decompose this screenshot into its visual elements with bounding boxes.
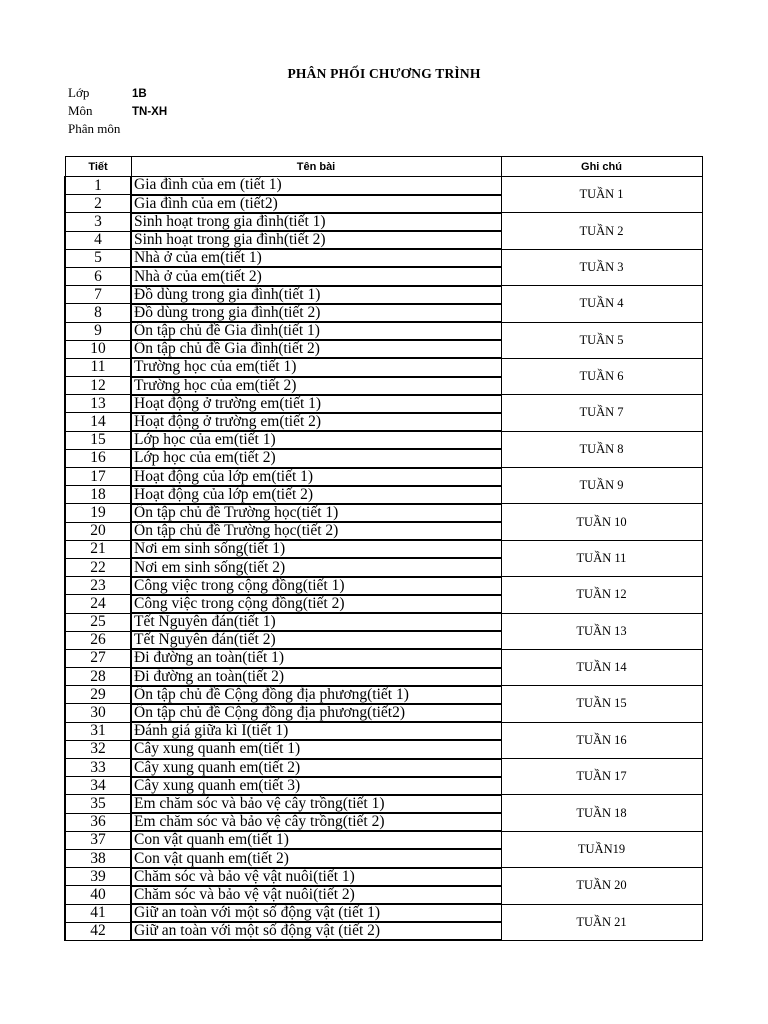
- lesson-number-cell: 7: [65, 286, 131, 304]
- table-row: [65, 504, 702, 522]
- table-header-row: [65, 157, 702, 177]
- lesson-name-cell: Trường học của em(tiết 2): [131, 377, 501, 395]
- lesson-name-cell: Chăm sóc và bảo vệ vật nuôi(tiết 1): [131, 868, 501, 886]
- week-note-cell: TUẦN 1: [501, 177, 702, 213]
- lesson-number-cell: 13: [65, 395, 131, 413]
- lesson-number-cell: 20: [65, 522, 131, 540]
- lesson-name-cell: Cây xung quanh em(tiết 3): [131, 777, 501, 795]
- lesson-number-cell: 32: [65, 740, 131, 758]
- week-note-cell: TUẦN 15: [501, 686, 702, 722]
- header-lesson-name: Tên bài: [131, 157, 501, 177]
- lesson-name-cell: Lớp học của em(tiết 2): [131, 449, 501, 467]
- lesson-number-cell: 18: [65, 486, 131, 504]
- lesson-number-cell: 10: [65, 340, 131, 358]
- lesson-number-cell: 24: [65, 595, 131, 613]
- lesson-number-cell: 31: [65, 722, 131, 740]
- lesson-number-cell: 26: [65, 631, 131, 649]
- table-row: [65, 686, 702, 704]
- meta-label-class: Lớp: [68, 85, 90, 100]
- header-lesson-number: Tiết: [65, 157, 131, 177]
- lesson-name-cell: Ôn tập chủ đề Cộng đồng địa phương(tiết2): [131, 704, 501, 722]
- week-note-cell: TUẦN 12: [501, 577, 702, 613]
- lesson-name-cell: Nhà ở của em(tiết 1): [131, 249, 501, 267]
- lesson-name-cell: Đi đường an toàn(tiết 1): [131, 649, 501, 667]
- week-note-cell: TUẦN 3: [501, 249, 702, 285]
- table-row: [65, 286, 702, 304]
- table-row: [65, 904, 702, 922]
- lesson-name-cell: Ôn tập chủ đề Gia đình(tiết 2): [131, 340, 501, 358]
- meta-value-class: 1B: [132, 88, 147, 100]
- lesson-number-cell: 40: [65, 886, 131, 904]
- lesson-name-cell: Công việc trong cộng đồng(tiết 2): [131, 595, 501, 613]
- week-note-cell: TUẦN 4: [501, 286, 702, 322]
- lesson-number-cell: 27: [65, 649, 131, 667]
- lesson-name-cell: Con vật quanh em(tiết 1): [131, 831, 501, 849]
- lesson-number-cell: 34: [65, 777, 131, 795]
- lesson-number-cell: 17: [65, 468, 131, 486]
- meta-value-subject: TN-XH: [132, 106, 168, 118]
- lesson-number-cell: 3: [65, 213, 131, 231]
- lesson-number-cell: 39: [65, 868, 131, 886]
- table-row: [65, 613, 702, 631]
- lesson-name-cell: Chăm sóc và bảo vệ vật nuôi(tiết 2): [131, 886, 501, 904]
- table-row: [65, 431, 702, 449]
- table-row: [65, 322, 702, 340]
- table-row: [65, 213, 702, 231]
- week-note-cell: TUẦN 6: [501, 358, 702, 394]
- header-note: Ghi chú: [501, 157, 702, 177]
- lesson-number-cell: 33: [65, 759, 131, 777]
- table-row: [65, 577, 702, 595]
- lesson-number-cell: 14: [65, 413, 131, 431]
- lesson-number-cell: 8: [65, 304, 131, 322]
- lesson-name-cell: Công việc trong cộng đồng(tiết 1): [131, 577, 501, 595]
- lesson-number-cell: 16: [65, 449, 131, 467]
- week-note-cell: TUẦN 11: [501, 540, 702, 576]
- lesson-number-cell: 22: [65, 558, 131, 576]
- table-row: [65, 649, 702, 667]
- lesson-name-cell: Đánh giá giữa kì I(tiết 1): [131, 722, 501, 740]
- lesson-name-cell: Cây xung quanh em(tiết 1): [131, 740, 501, 758]
- week-note-cell: TUẦN 20: [501, 868, 702, 904]
- week-note-cell: TUẦN 8: [501, 431, 702, 467]
- curriculum-table: [64, 156, 703, 941]
- lesson-number-cell: 30: [65, 704, 131, 722]
- lesson-number-cell: 2: [65, 195, 131, 213]
- document-title: PHÂN PHỐI CHƯƠNG TRÌNH: [287, 66, 481, 81]
- lesson-name-cell: Nơi em sinh sống(tiết 1): [131, 540, 501, 558]
- lesson-number-cell: 4: [65, 231, 131, 249]
- lesson-number-cell: 19: [65, 504, 131, 522]
- lesson-name-cell: Ôn tập chủ đề Cộng đồng địa phương(tiết 1): [131, 686, 501, 704]
- lesson-number-cell: 35: [65, 795, 131, 813]
- lesson-name-cell: Sinh hoạt trong gia đình(tiết 1): [131, 213, 501, 231]
- table-row: [65, 540, 702, 558]
- lesson-number-cell: 15: [65, 431, 131, 449]
- lesson-name-cell: Giữ an toàn với một số động vật (tiết 1): [131, 904, 501, 922]
- lesson-name-cell: Hoạt động ở trường em(tiết 1): [131, 395, 501, 413]
- lesson-number-cell: 41: [65, 904, 131, 922]
- lesson-name-cell: Em chăm sóc và bảo vệ cây trồng(tiết 1): [131, 795, 501, 813]
- lesson-name-cell: Gia đình của em (tiết2): [131, 195, 501, 213]
- lesson-name-cell: Ôn tập chủ đề Trường học(tiết 1): [131, 504, 501, 522]
- lesson-number-cell: 23: [65, 577, 131, 595]
- lesson-name-cell: Tết Nguyên đán(tiết 2): [131, 631, 501, 649]
- table-row: [65, 468, 702, 486]
- lesson-name-cell: Nhà ở của em(tiết 2): [131, 267, 501, 285]
- week-note-cell: TUẦN 17: [501, 759, 702, 795]
- table-row: [65, 177, 702, 195]
- lesson-name-cell: Nơi em sinh sống(tiết 2): [131, 558, 501, 576]
- week-note-cell: TUẦN 18: [501, 795, 702, 831]
- lesson-name-cell: Tết Nguyên đán(tiết 1): [131, 613, 501, 631]
- table-row: [65, 358, 702, 376]
- meta-row-subject: [68, 102, 167, 121]
- lesson-number-cell: 25: [65, 613, 131, 631]
- lesson-name-cell: Em chăm sóc và bảo vệ cây trồng(tiết 2): [131, 813, 501, 831]
- meta-label-subsubject: Phân môn: [68, 121, 121, 136]
- table-row: [65, 868, 702, 886]
- lesson-number-cell: 6: [65, 267, 131, 285]
- week-note-cell: TUẦN 13: [501, 613, 702, 649]
- week-note-cell: TUẦN 9: [501, 468, 702, 504]
- lesson-name-cell: Hoạt động của lớp em(tiết 1): [131, 468, 501, 486]
- lesson-number-cell: 28: [65, 668, 131, 686]
- week-note-cell: TUẦN 5: [501, 322, 702, 358]
- lesson-name-cell: Đồ dùng trong gia đình(tiết 1): [131, 286, 501, 304]
- table-row: [65, 395, 702, 413]
- table-row: [65, 722, 702, 740]
- lesson-name-cell: Đồ dùng trong gia đình(tiết 2): [131, 304, 501, 322]
- table-row: [65, 249, 702, 267]
- lesson-number-cell: 12: [65, 377, 131, 395]
- lesson-name-cell: Gia đình của em (tiết 1): [131, 177, 501, 195]
- lesson-name-cell: Lớp học của em(tiết 1): [131, 431, 501, 449]
- lesson-name-cell: Ôn tập chủ đề Gia đình(tiết 1): [131, 322, 501, 340]
- week-note-cell: TUẦN 10: [501, 504, 702, 540]
- lesson-number-cell: 36: [65, 813, 131, 831]
- lesson-number-cell: 21: [65, 540, 131, 558]
- table-row: [65, 795, 702, 813]
- table-row: [65, 759, 702, 777]
- lesson-name-cell: Ôn tập chủ đề Trường học(tiết 2): [131, 522, 501, 540]
- lesson-number-cell: 9: [65, 322, 131, 340]
- lesson-name-cell: Hoạt động của lớp em(tiết 2): [131, 486, 501, 504]
- lesson-number-cell: 37: [65, 831, 131, 849]
- table-row: [65, 831, 702, 849]
- meta-row-class: [68, 84, 147, 103]
- lesson-number-cell: 11: [65, 358, 131, 376]
- lesson-name-cell: Cây xung quanh em(tiết 2): [131, 759, 501, 777]
- lesson-name-cell: Giữ an toàn với một số động vật (tiết 2): [131, 922, 501, 940]
- lesson-number-cell: 38: [65, 849, 131, 867]
- week-note-cell: TUẦN 7: [501, 395, 702, 431]
- table-body: [65, 177, 702, 941]
- week-note-cell: TUẦN 21: [501, 904, 702, 940]
- lesson-number-cell: 5: [65, 249, 131, 267]
- lesson-name-cell: Trường học của em(tiết 1): [131, 358, 501, 376]
- lesson-name-cell: Sinh hoạt trong gia đình(tiết 2): [131, 231, 501, 249]
- meta-label-subject: Môn: [68, 103, 93, 118]
- lesson-name-cell: Hoạt động ở trường em(tiết 2): [131, 413, 501, 431]
- week-note-cell: TUẦN 16: [501, 722, 702, 758]
- lesson-name-cell: Đi đường an toàn(tiết 2): [131, 668, 501, 686]
- week-note-cell: TUẦN 2: [501, 213, 702, 249]
- week-note-cell: TUẦN19: [501, 831, 702, 867]
- lesson-number-cell: 1: [65, 177, 131, 195]
- lesson-number-cell: 29: [65, 686, 131, 704]
- week-note-cell: TUẦN 14: [501, 649, 702, 685]
- meta-row-subsubject: [68, 120, 132, 139]
- lesson-number-cell: 42: [65, 922, 131, 940]
- lesson-name-cell: Con vật quanh em(tiết 2): [131, 849, 501, 867]
